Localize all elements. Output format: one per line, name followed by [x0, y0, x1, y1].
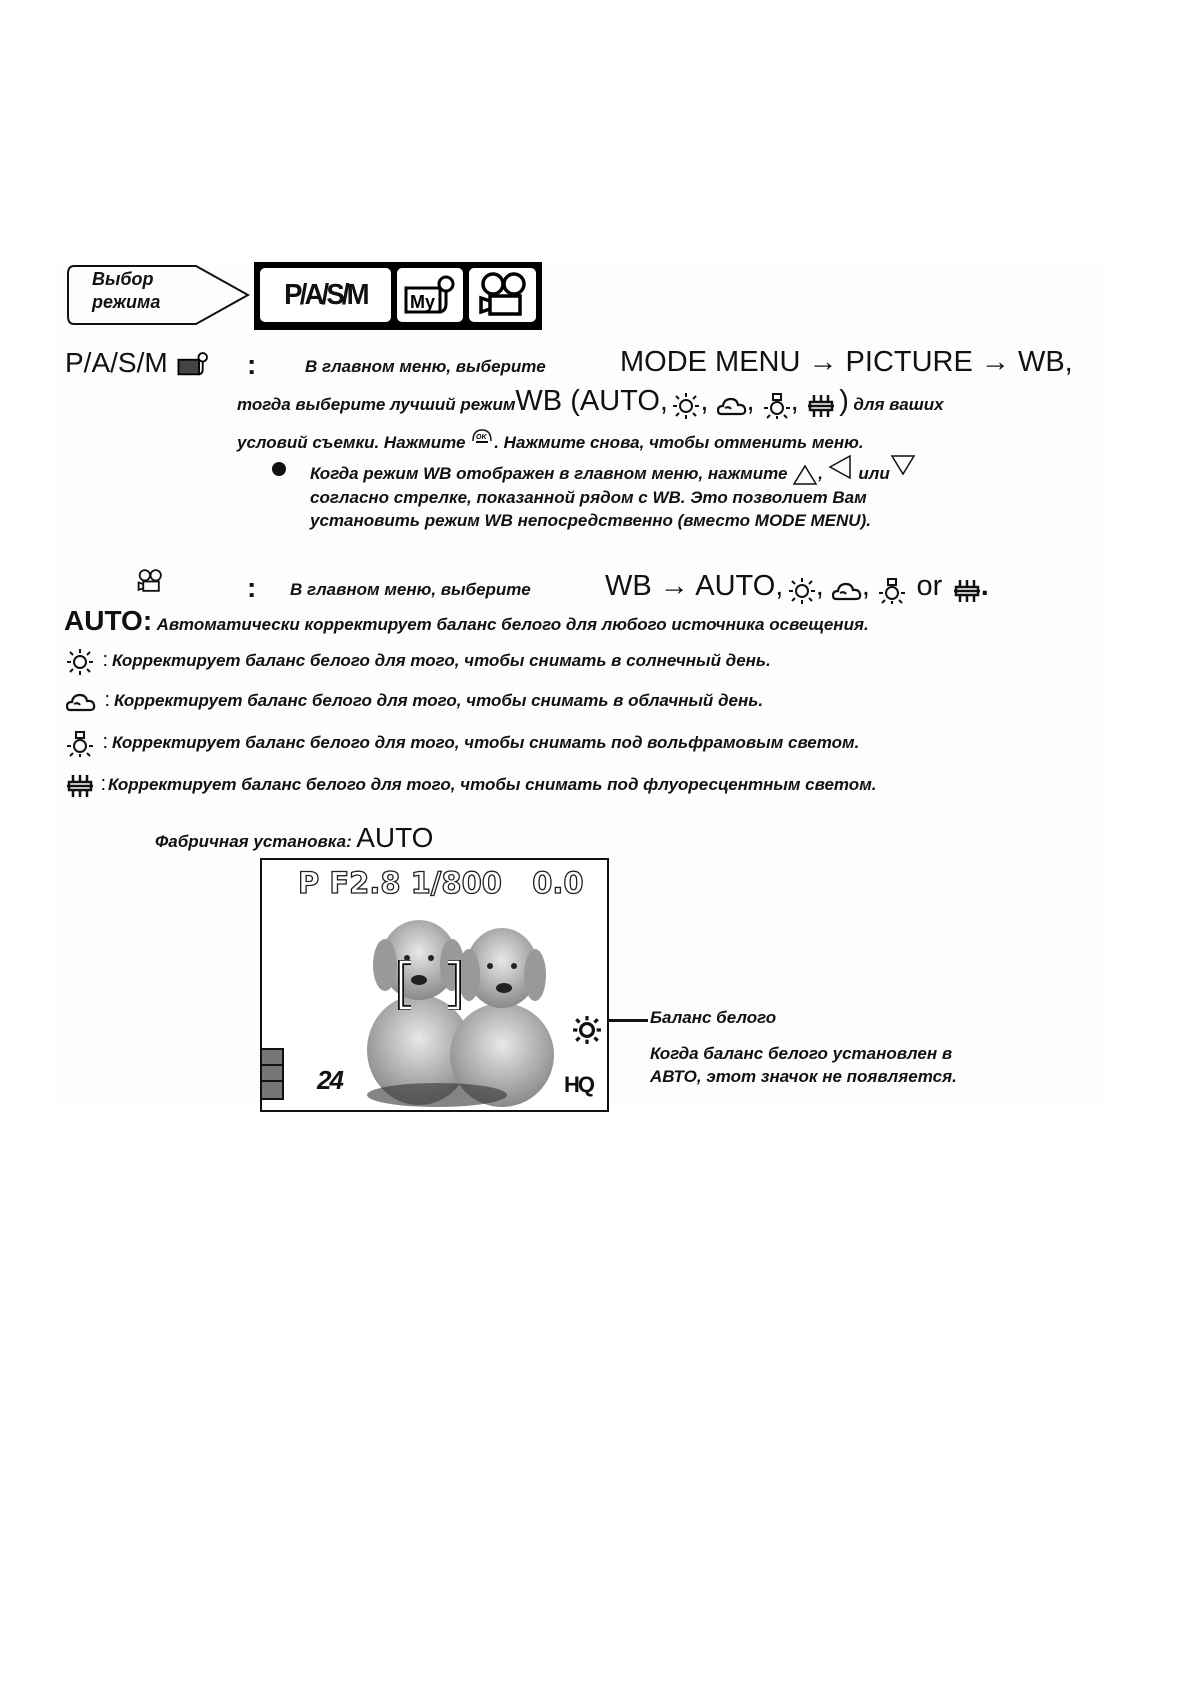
ok-button-icon	[470, 427, 494, 449]
down-arrow-icon	[890, 454, 916, 478]
desc-sunny: : Корректирует баланс белого для того, чтобы снимать в солнечный день.	[66, 648, 771, 676]
mode-dial-strip	[254, 262, 542, 330]
fluorescent-icon	[807, 392, 835, 420]
movie-wb-path: WB → AUTO, , , or .	[605, 570, 989, 605]
desc-auto: AUTO: Автоматически корректирует баланс белого для любого источника освещения.	[64, 605, 869, 636]
callout-title: Баланс белого	[650, 1008, 777, 1027]
pasm-intro: В главном меню, выберите	[305, 357, 546, 376]
wb-sun-indicator-icon	[572, 1015, 602, 1045]
sun-icon	[672, 392, 700, 420]
desc-fluorescent: : Корректирует баланс белого для того, чтобы снимать под флуоресцентным светом.	[66, 772, 877, 800]
quality-indicator: HQ	[564, 1072, 593, 1097]
pasm-line3: условий съемки. Нажмите OK . Нажмите снова, чтобы отменить меню.	[237, 433, 864, 453]
movie-camera-icon	[136, 568, 164, 594]
movie-intro: В главном меню, выберите	[290, 580, 531, 599]
cloud-icon	[66, 690, 96, 714]
pasm-colon: :	[247, 349, 257, 380]
tungsten-icon	[66, 730, 94, 758]
mode-my[interactable]	[397, 268, 463, 322]
callout-line	[608, 1019, 648, 1022]
movie-colon: :	[247, 572, 257, 603]
desc-cloudy: : Корректирует баланс белого для того, чтобы снимать в облачный день.	[66, 689, 763, 714]
up-arrow-icon	[792, 464, 818, 486]
mode-movie[interactable]	[469, 268, 536, 322]
mode-select-label: Выбор режима	[92, 269, 161, 312]
lcd-exposure-info: P F2.8 1/800 0.0	[298, 866, 584, 900]
bullet-note: Когда режим WB отображен в главном меню, нажмите , или согласно стрелке, показанной рядом с WB. Это позволиет Вам установить режим WB непосредственно (вместо MODE MENU).	[310, 462, 916, 532]
movie-camera-icon	[476, 271, 530, 319]
my-mode-icon	[402, 272, 458, 318]
sun-icon	[66, 648, 94, 676]
pasm-menu-path: MODE MENU → PICTURE → WB,	[620, 346, 1073, 378]
camera-lcd-preview	[260, 858, 609, 1112]
svg-text:My: My	[410, 292, 436, 312]
shots-remaining: 24	[317, 1065, 342, 1095]
fluorescent-icon	[953, 577, 981, 605]
tungsten-icon	[878, 577, 906, 605]
pasm-mode-heading: P/A/S/M	[65, 347, 210, 380]
fluorescent-icon	[66, 772, 94, 800]
puppies-photo	[357, 910, 567, 1110]
bullet-dot	[272, 462, 286, 476]
af-target-brackets	[397, 960, 462, 1010]
mode-pasm[interactable]: P/A/S/M	[260, 268, 391, 322]
callout-note: Когда баланс белого установлен в АВТО, этот значок не появляется.	[650, 1044, 957, 1086]
svg-text:OK: OK	[476, 434, 487, 441]
cloud-icon	[832, 579, 862, 603]
tungsten-icon	[763, 392, 791, 420]
pasm-line2: тогда выберите лучший режимWB (AUTO, , , , ) для ваших	[237, 385, 944, 420]
left-arrow-icon	[828, 454, 854, 480]
factory-setting: Фабричная установка: AUTO	[155, 822, 434, 853]
my-mode-icon	[176, 350, 210, 378]
sun-icon	[788, 577, 816, 605]
battery-indicator	[262, 1048, 284, 1100]
desc-tungsten: : Корректирует баланс белого для того, чтобы снимать под вольфрамовым светом.	[66, 730, 859, 758]
cloud-icon	[717, 394, 747, 418]
